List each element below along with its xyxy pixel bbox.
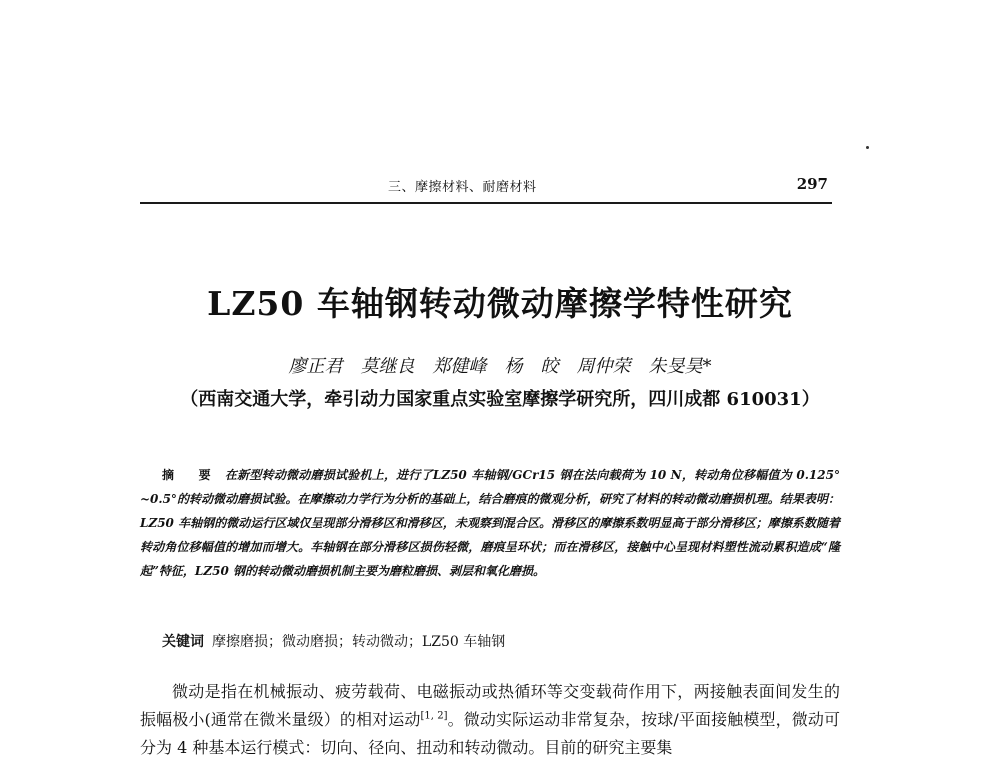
keywords [162, 631, 842, 651]
paper-title: LZ50 车轴钢转动微动摩擦学特性研究 [207, 284, 793, 323]
header-section-title: 三、摩擦材料、耐磨材料 [388, 180, 537, 195]
abstract [140, 463, 840, 583]
abstract-text: 在新型转动微动磨损试验机上，进行了LZ50 车轴钢/GCr15 钢在法向载荷为 10 N，转动角位移幅值为 0.125° ~0.5°的转动微动磨损试验。在摩擦动力学行为分析的基础上，结合磨痕的微观分析，研究了材料的转动微动磨损机理。结果表明：LZ50 车轴钢的微动运行区域仅呈现部分滑移区和滑移区，未观察到混合区。滑移区的摩擦系数明显高于部分滑移区；摩擦系数随着转动角位移幅值的增加而增大。车轴钢在部分滑移区损伤轻微，磨痕呈环状；而在滑移区，接触中心呈现材料塑性流动累积造成“隆起”特征，LZ50 钢的转动微动磨损机制主要为磨粒磨损、剥层和氧化磨损。 [140, 468, 840, 578]
abstract-label: 摘 要 [162, 468, 221, 482]
page-number: 297 [796, 175, 828, 193]
author-affiliation: （西南交通大学，牵引动力国家重点实验室摩擦学研究所，四川成都 610031） [180, 389, 820, 410]
running-header [140, 172, 832, 204]
body-paragraph [140, 678, 840, 762]
body-text-part-1: 微动是指在机械振动、疲劳载荷、电磁振动或热循环等交变载荷作用下，两接触表面间发生的振幅极小(通常在微米量级）的相对运动 [140, 682, 840, 729]
keywords-text: 摩擦磨损；微动磨损；转动微动；LZ50 车轴钢 [212, 634, 506, 650]
body-text-part-2: 。微动实际运动非常复杂，按球/平面接触模型，微动可分为 4 种基本运行模式：切向、径向、扭动和转动微动。目前的研究主要集 [140, 710, 840, 757]
author-list: 廖正君 莫继良 郑健峰 杨 皎 周仲荣 朱旻昊* [288, 356, 712, 377]
citation-ref[interactable]: [1, 2] [420, 710, 448, 722]
keywords-label: 关键词 [162, 634, 204, 650]
scan-speck [866, 146, 869, 149]
